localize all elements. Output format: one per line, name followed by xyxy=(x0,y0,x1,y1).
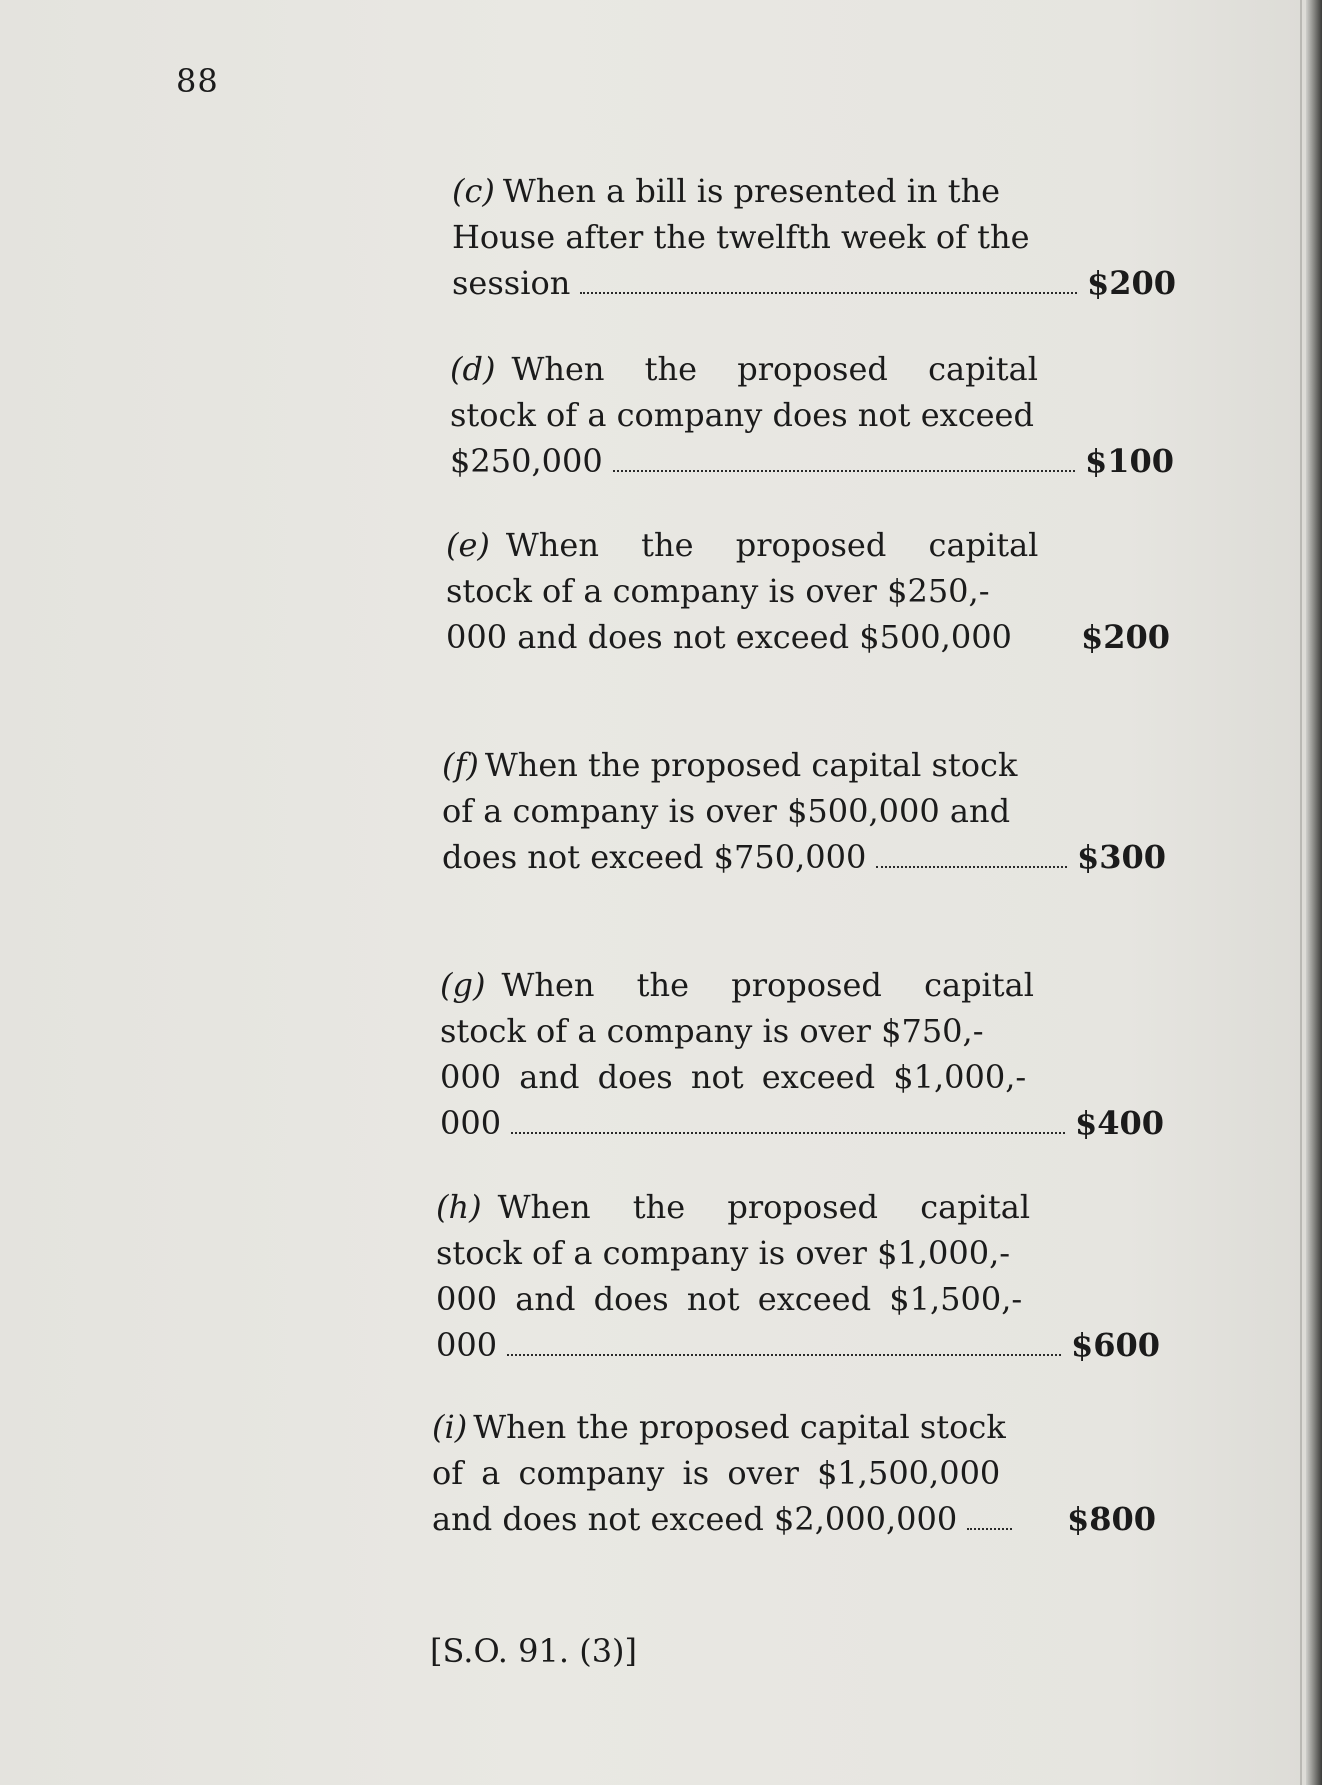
dot-leader xyxy=(507,1353,1061,1356)
fee-amount: $100 xyxy=(1084,442,1174,480)
entry-line-2: stock of a company is over $250,- xyxy=(446,572,990,610)
entry-line-1: When the proposed capital xyxy=(505,526,1039,564)
entry-label: (i) xyxy=(432,1408,468,1446)
fee-entry-f xyxy=(442,742,1166,880)
entry-last-text: session xyxy=(452,264,571,302)
entry-line-1: When the proposed capital stock xyxy=(484,746,1018,784)
entry-label: (e) xyxy=(446,526,490,564)
entry-last-text: 000 and does not exceed $500,000 xyxy=(446,618,1012,656)
entry-line-2: stock of a company is over $1,000,- xyxy=(436,1234,1011,1272)
entry-last-text: $250,000 xyxy=(450,442,603,480)
entry-line-1: When the proposed capital xyxy=(511,350,1038,388)
fee-amount: $800 xyxy=(1066,1500,1156,1538)
entry-last-text: 000 xyxy=(440,1104,502,1142)
entry-line-3: 000 and does not exceed $1,500,- xyxy=(436,1280,1023,1318)
entry-line-3: 000 and does not exceed $1,000,- xyxy=(440,1058,1027,1096)
fee-entry-d xyxy=(450,346,1174,484)
book-spine xyxy=(1306,0,1322,1785)
fee-entry-i xyxy=(432,1404,1156,1542)
entry-label: (d) xyxy=(450,350,496,388)
entry-label: (f) xyxy=(442,746,479,784)
page-edge-line xyxy=(1300,0,1302,1785)
entry-line-1: When the proposed capital xyxy=(497,1188,1031,1226)
fee-entry-g xyxy=(440,962,1164,1146)
entry-last-text: and does not exceed $2,000,000 xyxy=(432,1500,958,1538)
entry-line-2: stock of a company does not exceed xyxy=(450,396,1034,434)
fee-amount: $200 xyxy=(1086,264,1176,302)
entry-label: (h) xyxy=(436,1188,482,1226)
fee-amount: $300 xyxy=(1076,838,1166,876)
entry-label: (c) xyxy=(452,172,495,210)
dot-leader xyxy=(511,1131,1065,1134)
entry-line-2: of a company is over $1,500,000 xyxy=(432,1454,1001,1492)
fee-amount: $200 xyxy=(1080,618,1170,656)
fee-entry-h xyxy=(436,1184,1160,1368)
entry-line-2: House after the twelfth week of the xyxy=(452,218,1030,256)
dot-leader xyxy=(613,469,1075,472)
page-number: 88 xyxy=(176,62,219,100)
entry-last-text: 000 xyxy=(436,1326,498,1364)
entry-line-1: When a bill is presented in the xyxy=(502,172,1001,210)
entry-line-2: of a company is over $500,000 and xyxy=(442,792,1011,830)
dot-leader xyxy=(580,291,1077,294)
entry-line-1: When the proposed capital stock xyxy=(473,1408,1006,1446)
dot-leader xyxy=(876,865,1067,868)
standing-order-reference: [S.O. 91. (3)] xyxy=(430,1632,638,1670)
fee-amount: $600 xyxy=(1070,1326,1160,1364)
fee-entry-e xyxy=(446,522,1170,660)
entry-last-text: does not exceed $750,000 xyxy=(442,838,867,876)
dot-leader xyxy=(967,1527,1012,1530)
entry-line-2: stock of a company is over $750,- xyxy=(440,1012,984,1050)
fee-entry-c xyxy=(452,168,1176,306)
entry-line-1: When the proposed capital xyxy=(501,966,1034,1004)
fee-amount: $400 xyxy=(1074,1104,1164,1142)
entry-label: (g) xyxy=(440,966,486,1004)
